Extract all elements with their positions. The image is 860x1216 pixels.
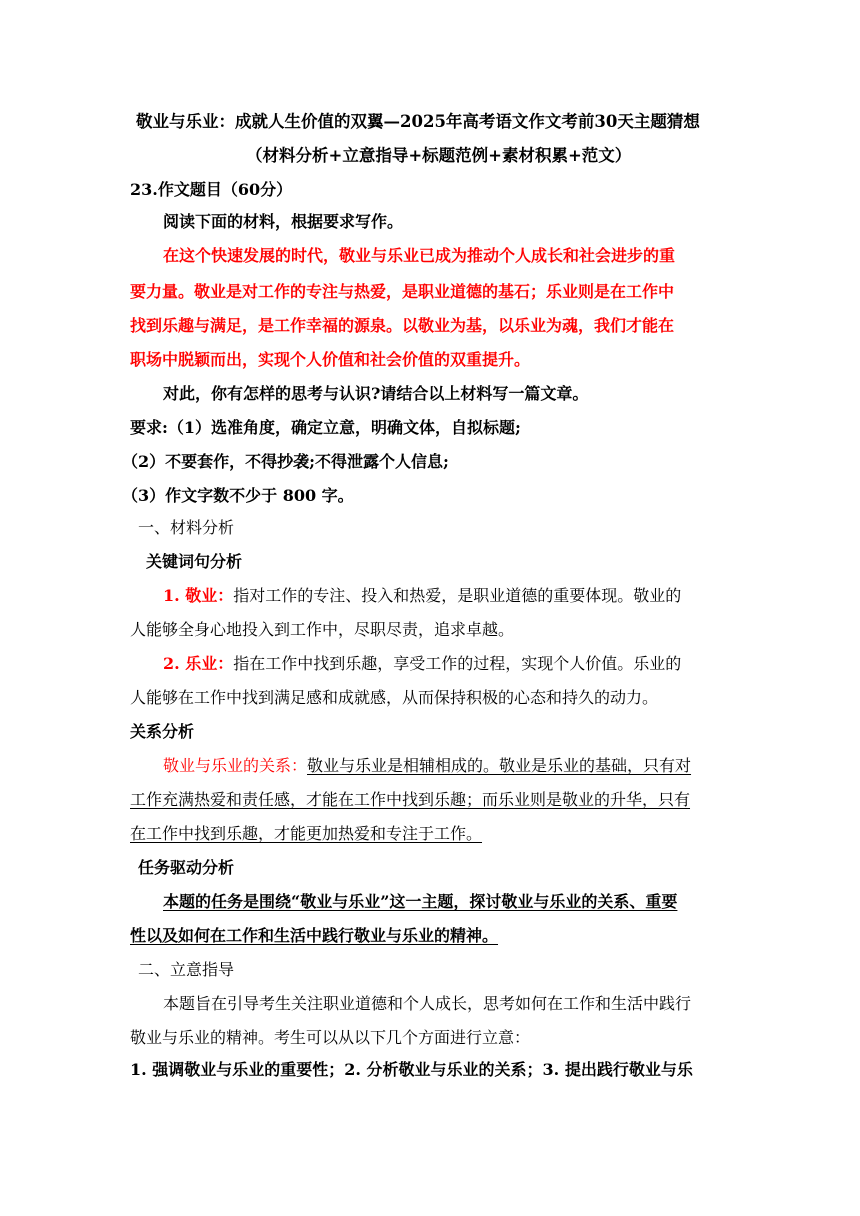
relation-text-cont: 工作充满热爱和责任感，才能在工作中找到乐趣；而乐业则是敬业的升华，只有 (130, 790, 691, 809)
material-line: 要力量。敬业是对工作的专注与热爱，是职业道德的基石；乐业则是在工作中 (130, 282, 675, 301)
document-title: 敬业与乐业：成就人生价值的双翼—2025年高考语文作文考前30天主题猜想 (136, 112, 700, 131)
section-heading-guidance: 二、立意指导 (138, 960, 235, 979)
requirement-line: （3）作文字数不少于 800 字。 (122, 486, 354, 505)
relation-label: 敬业与乐业的关系： (163, 756, 308, 775)
question-prompt: 对此，你有怎样的思考与认识?请结合以上材料写一篇文章。 (163, 384, 589, 403)
analysis-item-2-cont: 人能够在工作中找到满足感和成就感，从而保持积极的心态和持久的动力。 (130, 688, 659, 707)
guidance-points: 1. 强调敬业与乐业的重要性；2. 分析敬业与乐业的关系；3. 提出践行敬业与乐 (130, 1060, 693, 1079)
guidance-text: 本题旨在引导考生关注职业道德和个人成长，思考如何在工作和生活中践行 (163, 994, 692, 1013)
question-heading: 23.作文题目（60分） (130, 180, 293, 199)
section-heading-analysis: 一、材料分析 (138, 518, 235, 537)
requirement-line: （2）不要套作，不得抄袭;不得泄露个人信息; (122, 452, 449, 471)
analysis-item-1-cont: 人能够全身心地投入到工作中，尽职尽责，追求卓越。 (130, 620, 515, 639)
relation-text-cont: 在工作中找到乐趣，才能更加热爱和专注于工作。 (130, 824, 483, 843)
task-text-cont: 性以及如何在工作和生活中践行敬业与乐业的精神。 (130, 926, 499, 945)
guidance-text-cont: 敬业与乐业的精神。考生可以从以下几个方面进行立意： (130, 1028, 531, 1047)
analysis-item-1 (163, 586, 681, 606)
subheading-key-words: 关键词句分析 (146, 552, 243, 571)
question-instruction: 阅读下面的材料，根据要求写作。 (163, 212, 404, 231)
task-text: 本题的任务是围绕“敬业与乐业”这一主题，探讨敬业与乐业的关系、重要 (163, 892, 678, 911)
material-line: 职场中脱颖而出，实现个人价值和社会价值的双重提升。 (130, 350, 531, 369)
material-line: 在这个快速发展的时代，敬业与乐业已成为推动个人成长和社会进步的重 (163, 246, 676, 265)
item-text: 指在工作中找到乐趣，享受工作的过程，实现个人价值。乐业的 (233, 654, 682, 673)
subheading-task: 任务驱动分析 (138, 858, 235, 877)
relation-text: 敬业与乐业是相辅相成的。敬业是乐业的基础，只有对 (307, 756, 692, 775)
analysis-item-2 (163, 654, 681, 674)
relation-paragraph (163, 756, 691, 776)
document-subtitle: （材料分析+立意指导+标题范例+素材积累+范文） (246, 146, 632, 165)
item-text: 指对工作的专注、投入和热爱，是职业道德的重要体现。敬业的 (233, 586, 682, 605)
subheading-relation: 关系分析 (130, 722, 195, 741)
item-label: 1. 敬业： (163, 586, 234, 605)
item-label: 2. 乐业： (163, 654, 234, 673)
requirement-line: 要求:（1）选准角度，确定立意，明确文体，自拟标题; (130, 418, 521, 437)
material-line: 找到乐趣与满足，是工作幸福的源泉。以敬业为基，以乐业为魂，我们才能在 (130, 316, 675, 335)
